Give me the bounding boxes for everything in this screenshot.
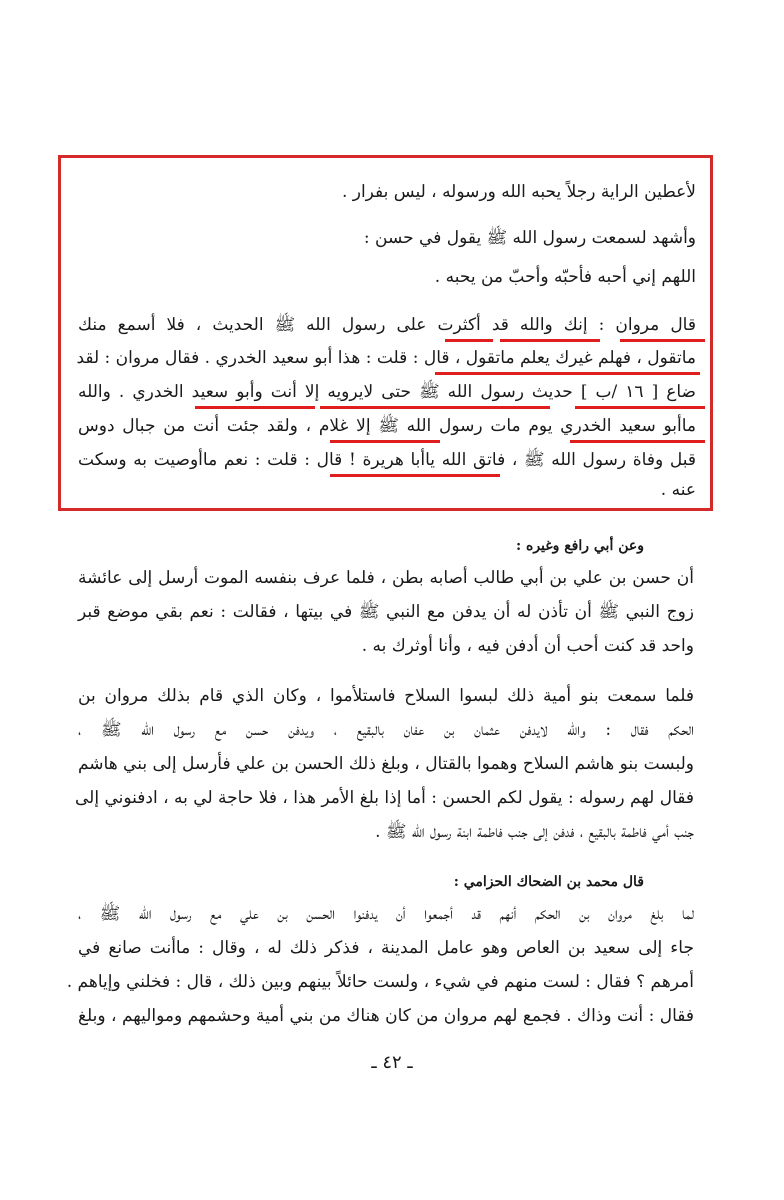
boxed-line-2: وأشهد لسمعت رسول الله ﷺ يقول في حسن : xyxy=(363,228,696,248)
underline xyxy=(330,440,440,443)
text-line: لما بلغ مروان بن الحكم أنهم قد أجمعوا أن يدفنوا الحسن بن علي مع رسول الله ﷺ ، xyxy=(78,904,694,924)
underline xyxy=(195,406,315,409)
boxed-paragraph-line-1: قال مروان : إنك والله قد أكثرت على رسول الله ﷺ الحديث ، فلا أسمع منك xyxy=(78,315,696,335)
underline xyxy=(570,440,705,443)
text-line: جنب أمي فاطمة بالبقيع ، فدفن إلى جنب فاطمة ابنة رسول الله ﷺ . xyxy=(375,822,694,842)
underline xyxy=(330,474,500,477)
text-line: فلما سمعت بنو أمية ذلك لبسوا السلاح فاستلأموا ، وكان الذي قام بذلك مروان بن xyxy=(78,686,694,706)
page-number: ـ ٤٢ ـ xyxy=(371,1052,413,1073)
boxed-paragraph-line-3: ضاع [ ١٦ /ب ] حديث رسول الله ﷺ حتى لايرويه إلا أنت وأبو سعيد الخدري . والله xyxy=(78,382,696,402)
underline xyxy=(500,339,600,342)
boxed-line-3: اللهم إني أحبه فأحبّه وأحبّ من يحبه . xyxy=(434,267,696,287)
section-heading: قال محمد بن الضحاك الحزامي : xyxy=(453,874,644,890)
text-line: فقال : أنت وذاك . فجمع لهم مروان من كان هناك من بني أمية وحشمهم ومواليهم ، وبلغ xyxy=(78,1006,694,1026)
underline xyxy=(445,339,493,342)
text-line: جاء إلى سعيد بن العاص وهو عامل المدينة ، فذكر ذلك له ، وقال : ماأنت صانع في xyxy=(78,938,694,958)
text-line: واحد قد كنت أحب أن أدفن فيه ، وأنا أوثرك به . xyxy=(361,636,694,656)
text-line: أمرهم ؟ فقال : لست منهم في شيء ، ولست حائلاً بينهم وبين ذلك ، قال : فخلني وإياهم . xyxy=(66,972,694,992)
text-line: ولبست بنو هاشم السلاح وهموا بالقتال ، وبلغ ذلك الحسن بن علي فأرسل إلى بني هاشم xyxy=(77,754,694,774)
boxed-paragraph-line-5: قبل وفاة رسول الله ﷺ ، فاتق الله ياأبا هريرة ! قال : قلت : نعم ماأوصيت به وسكت xyxy=(78,450,696,470)
boxed-paragraph-line-6: عنه . xyxy=(660,480,696,500)
text-line: أن حسن بن علي بن أبي طالب أصابه بطن ، فلما عرف بنفسه الموت أرسل إلى عائشة xyxy=(78,568,694,588)
boxed-paragraph-line-4: ماأبو سعيد الخدري يوم مات رسول الله ﷺ إلا غلام ، ولقد جئت أنت من جبال دوس xyxy=(78,416,696,436)
underline xyxy=(435,372,560,375)
text-line: زوج النبي ﷺ أن تأذن له أن يدفن مع النبي ﷺ في بيتها ، فقالت : نعم بقي موضع قبر xyxy=(78,602,694,622)
underline xyxy=(620,339,705,342)
text-line: فقال لهم رسوله : يقول لكم الحسن : أما إذا بلغ الأمر هذا ، فلا حاجة لي به ، ادفنوني إلى xyxy=(75,788,694,808)
boxed-line-1: لأعطين الراية رجلاً يحبه الله ورسوله ، ليس بفرار . xyxy=(341,182,696,202)
text-line: الحكم فقال : والله لايدفن عثمان بن عفان بالبقيع ، ويدفن حسن مع رسول الله ﷺ ، xyxy=(78,720,694,740)
section-heading: وعن أبي رافع وغيره : xyxy=(515,538,644,554)
underline xyxy=(560,372,700,375)
underline xyxy=(320,406,550,409)
underline xyxy=(575,406,705,409)
boxed-paragraph-line-2: ماتقول ، فهلم غيرك يعلم ماتقول ، قال : قلت : هذا أبو سعيد الخدري . فقال مروان : لقد xyxy=(76,348,696,368)
